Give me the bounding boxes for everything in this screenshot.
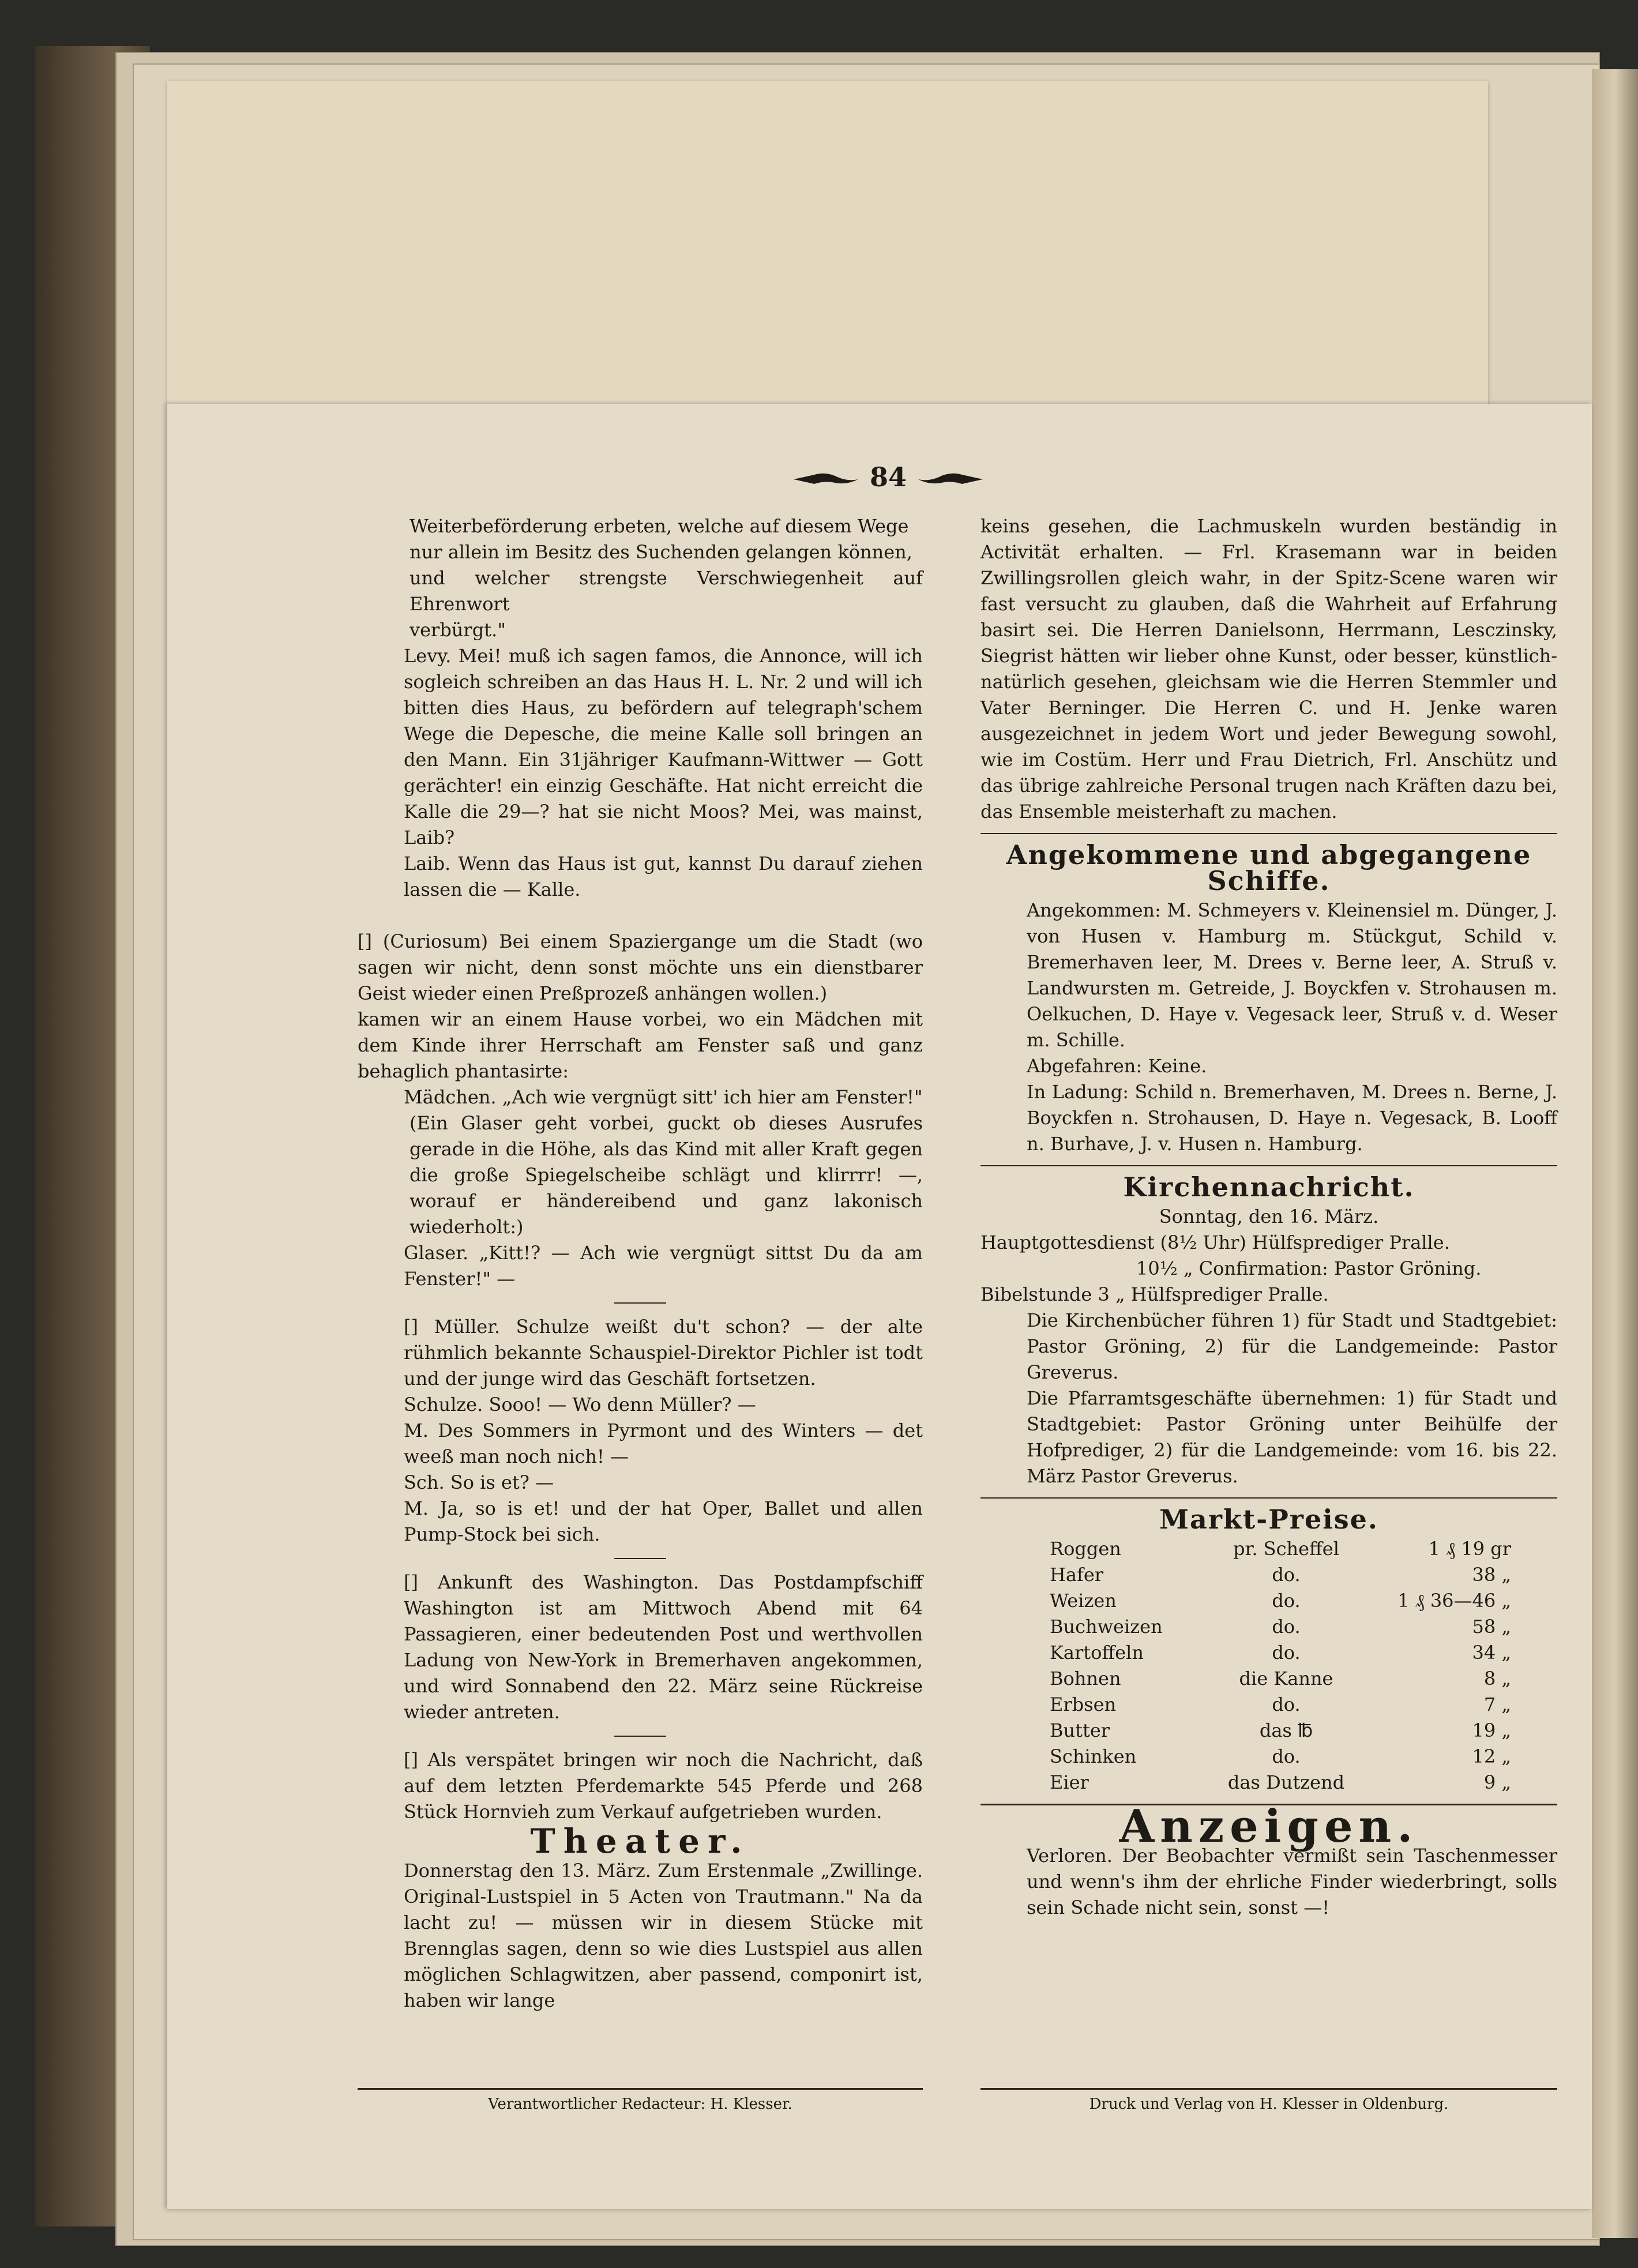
church-heading: Kirchennachricht. (1123, 1171, 1415, 1203)
news-washington: [] Ankunft des Washington. Das Postdampfschiff Washington ist am Mittwoch Abend mit 64 Passagieren, einer bedeutenden Post und werthvollen Ladung von New-York in Bremerhaven angekommen, und wird Sonnabend den 22. März seine Rückreise wieder antreten. (404, 1571, 923, 1723)
footer-editor: Verantwortlicher Redacteur: H. Klesser. (358, 2088, 923, 2113)
market-item: Erbsen (1050, 1694, 1117, 1715)
news-pferdemarkt: [] Als verspätet bringen wir noch die Nachricht, daß auf dem letzten Pferdemarkte 545 Pferde und 268 Stück Hornvieh zum Verkauf aufgetrieben wurden. (404, 1749, 923, 1823)
market-item: Roggen (1050, 1538, 1121, 1560)
ships-departed: Abgefahren: Keine. (1027, 1055, 1207, 1077)
dialogue-m2: M. Ja, so is et! und der hat Oper, Ballet und allen Pump-Stock bei sich. (404, 1497, 923, 1545)
market-item: Kartoffeln (1050, 1642, 1144, 1664)
curiosum-body: kamen wir an einem Hause vorbei, wo ein Mädchen mit dem Kinde ihrer Herrschaft am Fenster saß und ganz behaglich phantasirte: (358, 1008, 923, 1082)
page-header (744, 461, 1032, 496)
letter-end-line: verbürgt." (410, 619, 506, 641)
market-price: 8 „ (1483, 1668, 1511, 1689)
market-price-row (980, 1640, 1557, 1666)
left-ornament-icon (791, 469, 861, 490)
short-divider (614, 1302, 666, 1304)
right-ornament-icon (916, 469, 985, 490)
letter-end-line: Weiterbeförderung erbeten, welche auf diesem Wege (410, 515, 909, 537)
letter-end-line: und welcher strengste Verschwiegenheit auf Ehrenwort (410, 567, 923, 615)
market-price-table (980, 1536, 1557, 1796)
ad-verloren: Verloren. Der Beobachter vermißt sein Taschenmesser und wenn's ihm der ehrliche Finder wiederbringt, solls sein Schade nicht sein, sonst —! (1027, 1845, 1557, 1918)
market-item: Hafer (1050, 1564, 1104, 1586)
market-unit: do. (1272, 1590, 1301, 1612)
market-item: Schinken (1050, 1745, 1137, 1767)
market-item: Bohnen (1050, 1668, 1121, 1689)
dialogue-m1: M. Des Sommers in Pyrmont und des Winters — det weeß man noch nich! — (404, 1420, 923, 1467)
market-price: 19 „ (1472, 1719, 1511, 1741)
ships-loading: In Ladung: Schild n. Bremerhaven, M. Drees n. Berne, J. Boyckfen n. Strohausen, D. Haye n. Vegesack, B. Looff n. Burhave, J. v. Husen n. Hamburg. (1027, 1081, 1557, 1155)
church-notice-2: Die Pfarramtsgeschäfte übernehmen: 1) für Stadt und Stadtgebiet: Pastor Gröning unter Beihülfe der Hofprediger, 2) für die Landgemeinde: vom 16. bis 22. März Pastor Greverus. (1027, 1387, 1557, 1487)
ships-heading: Angekommene und abgegangene Schiffe. (1006, 839, 1532, 896)
market-price-row (980, 1666, 1557, 1692)
market-price-row (980, 1744, 1557, 1770)
market-price: 9 „ (1483, 1771, 1511, 1793)
letter-end-line: nur allein im Besitz des Suchenden gelangen können, (410, 541, 912, 563)
divider (980, 1497, 1557, 1499)
ads-heading: Anzeigen. (1119, 1800, 1419, 1853)
market-price-row (980, 1718, 1557, 1744)
footer-publisher: Druck und Verlag von H. Klesser in Oldenburg. (980, 2088, 1557, 2113)
market-price: 7 „ (1483, 1694, 1511, 1715)
church-service-1: Hauptgottesdienst (8½ Uhr) Hülfsprediger Pralle. (980, 1231, 1450, 1253)
stage-direction: (Ein Glaser geht vorbei, guckt ob dieses Ausrufes gerade in die Höhe, als das Kind mit aller Kraft gegen die große Spiegelscheibe schlägt und klirrrr! —, worauf er händereibend und ganz lakonisch wiederholt:) (410, 1112, 923, 1238)
dialogue-schulze: Schulze. Sooo! — Wo denn Müller? — (404, 1394, 756, 1415)
right-column (980, 513, 1557, 1921)
market-price: 38 „ (1472, 1564, 1511, 1586)
ships-arrived: Angekommen: M. Schmeyers v. Kleinensiel m. Dünger, J. von Husen v. Hamburg m. Stückgut, Schild v. Bremerhaven leer, M. Drees v. Berne leer, A. Struß v. Landwursten m. Getreide, J. Boyckfen v. Strohausen m. Oelkuchen, D. Haye v. Vegesack leer, Struß v. d. Weser m. Schille. (1027, 899, 1557, 1051)
dialogue-levy: Levy. Mei! muß ich sagen famos, die Annonce, will ich sogleich schreiben an das Haus H. L. Nr. 2 und will ich bitten dies Haus, zu befördern auf telegraph'schem Wege die Depesche, die meine Kalle soll bringen an den Mann. Ein 31jähriger Kaufmann-Wittwer — Gott gerächter! ein einzig Geschäfte. Hat nicht erreicht die Kalle die 29—? hat sie nicht Moos? Mei, was mainst, Laib? (404, 645, 923, 848)
market-item: Weizen (1050, 1590, 1117, 1612)
dialogue-laib: Laib. Wenn das Haus ist gut, kannst Du darauf ziehen lassen die — Kalle. (404, 853, 923, 900)
short-divider (614, 1736, 666, 1737)
newspaper-page (167, 404, 1592, 2209)
market-price-row (980, 1562, 1557, 1588)
left-column (358, 513, 923, 2014)
theater-review: Donnerstag den 13. März. Zum Erstenmale „Zwillinge. Original-Lustspiel in 5 Acten von Trautmann." Na da lacht zu! — müssen wir in diesem Stücke mit Brennglas sagen, denn so wie dies Lustspiel aus allen möglichen Schlagwitzen, aber passend, componirt ist, haben wir lange (404, 1860, 923, 2011)
market-price: 12 „ (1472, 1745, 1511, 1767)
dialogue-maedchen: Mädchen. „Ach wie vergnügt sitt' ich hier am Fenster!" (404, 1086, 923, 1108)
market-price: 1 ₰ 36—46 „ (1397, 1590, 1511, 1612)
church-date: Sonntag, den 16. März. (1159, 1206, 1379, 1227)
market-price-row (980, 1588, 1557, 1614)
market-heading: Markt-Preise. (1159, 1504, 1378, 1535)
market-unit: die Kanne (1239, 1668, 1333, 1689)
market-unit: do. (1272, 1694, 1301, 1715)
market-price: 58 „ (1472, 1616, 1511, 1638)
dialogue-glaser: Glaser. „Kitt!? — Ach wie vergnügt sittst Du da am Fenster!" — (404, 1242, 923, 1290)
market-price-row (980, 1614, 1557, 1640)
market-price-row (980, 1692, 1557, 1718)
market-unit: pr. Scheffel (1233, 1538, 1339, 1560)
market-price-row (980, 1770, 1557, 1796)
market-price: 1 ₰ 19 gr (1428, 1538, 1511, 1560)
market-item: Butter (1050, 1719, 1110, 1741)
market-unit: das ℔ (1259, 1719, 1313, 1741)
market-item: Buchweizen (1050, 1616, 1163, 1638)
facing-page-edge (1592, 69, 1638, 2238)
market-unit: do. (1272, 1745, 1301, 1767)
divider (980, 1165, 1557, 1166)
church-service-3: Bibelstunde 3 „ Hülfsprediger Pralle. (980, 1283, 1329, 1305)
market-unit: das Dutzend (1227, 1771, 1345, 1793)
page-number: 84 (869, 461, 907, 493)
dialogue-mueller: [] Müller. Schulze weißt du't schon? — der alte rühmlich bekannte Schauspiel-Direktor Pichler ist todt und der junge wird das Geschäft fortsetzen. (404, 1316, 923, 1390)
church-notice-1: Die Kirchenbücher führen 1) für Stadt und Stadtgebiet: Pastor Gröning, 2) für die Landgemeinde: Pastor Greverus. (1027, 1309, 1557, 1383)
theater-heading: Theater. (530, 1822, 750, 1861)
dialogue-sch: Sch. So is et? — (404, 1471, 554, 1493)
church-service-2: 10½ „ Confirmation: Pastor Gröning. (1136, 1257, 1482, 1279)
market-unit: do. (1272, 1616, 1301, 1638)
market-unit: do. (1272, 1564, 1301, 1586)
market-price: 34 „ (1472, 1642, 1511, 1664)
short-divider (614, 1558, 666, 1559)
market-item: Eier (1050, 1771, 1089, 1793)
divider (980, 833, 1557, 834)
curiosum-intro: [] (Curiosum) Bei einem Spaziergange um die Stadt (wo sagen wir nicht, denn sonst möchte uns ein dienstbarer Geist wieder einen Preßprozeß anhängen wollen.) (358, 930, 923, 1004)
market-price-row (980, 1536, 1557, 1562)
market-unit: do. (1272, 1642, 1301, 1664)
theater-review-cont: keins gesehen, die Lachmuskeln wurden beständig in Activität erhalten. — Frl. Krasemann war in beiden Zwillingsrollen gleich wahr, in der Spitz-Scene waren wir fast versucht zu glauben, daß die Wahrheit auf Erfahrung basirt sei. Die Herren Danielsonn, Herrmann, Lesczinsky, Siegrist hätten wir lieber ohne Kunst, oder besser, künstlich-natürlich gesehen, gleichsam wie die Herren Stemmler und Vater Berninger. Die Herren C. und H. Jenke waren ausgezeichnet in jedem Wort und jeder Bewegung sowohl, wie im Costüm. Herr und Frau Dietrich, Frl. Anschütz und das übrige zahlreiche Personal trugen nach Kräften dazu bei, das Ensemble meisterhaft zu machen. (980, 515, 1557, 823)
paper-slip (167, 81, 1488, 404)
